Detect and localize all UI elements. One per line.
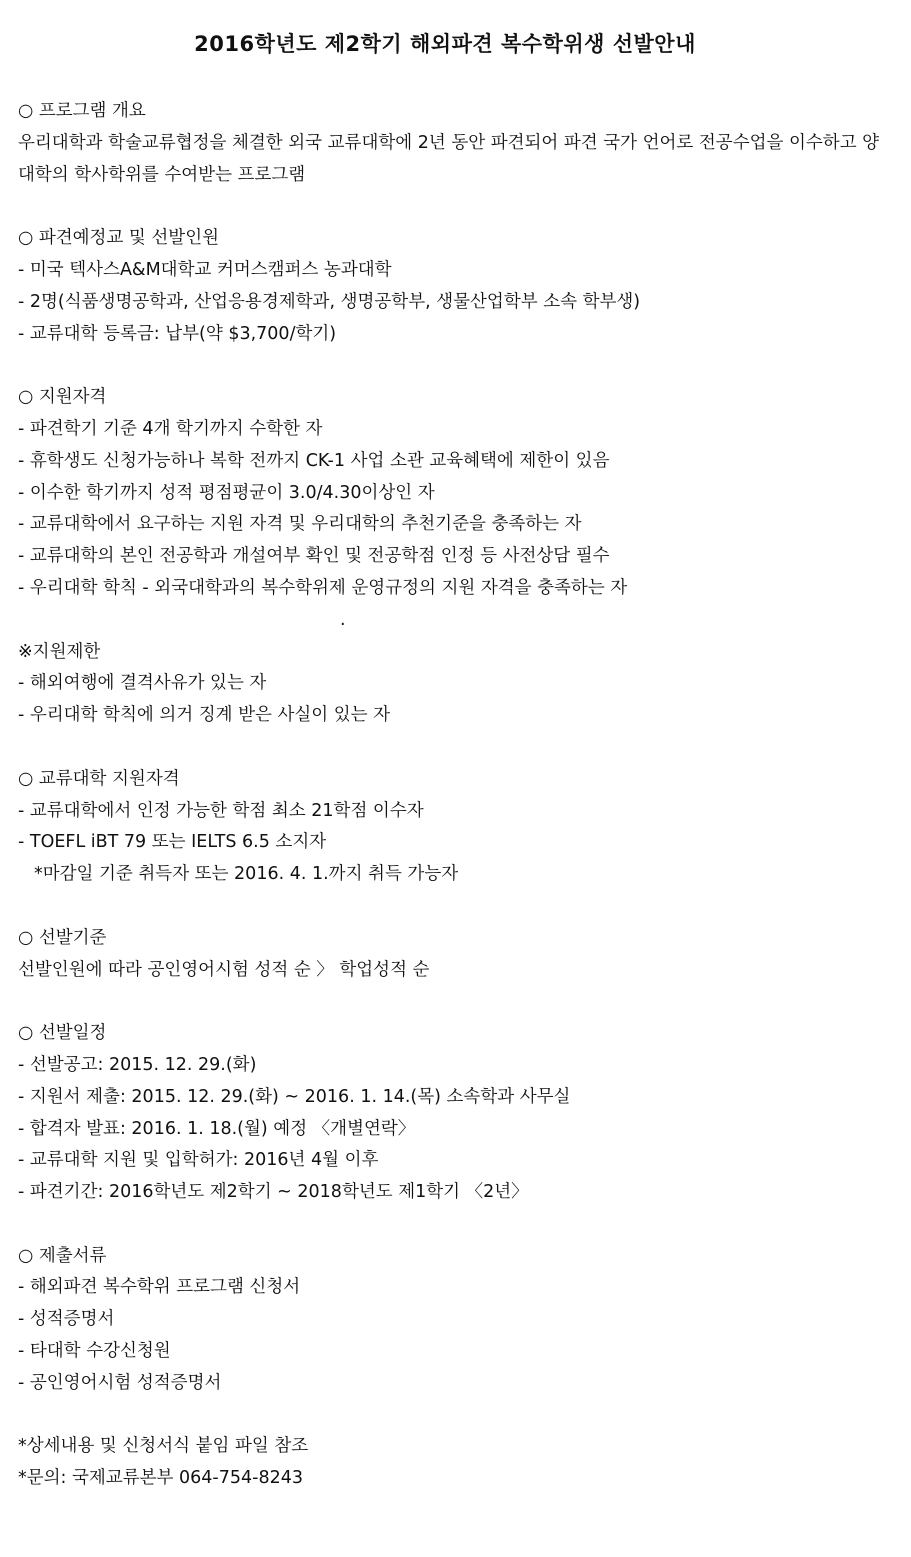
list-item: - 교류대학 등록금: 납부(약 $3,700/학기): [18, 323, 337, 344]
list-item: - 파견기간: 2016학년도 제2학기 ~ 2018학년도 제1학기 〈2년〉: [18, 1182, 529, 1203]
list-item: - 교류대학에서 인정 가능한 학점 최소 21학점 이수자: [18, 800, 424, 821]
page-title: 2016학년도 제2학기 해외파견 복수학위생 선발안내: [194, 32, 696, 56]
list-item: - 휴학생도 신청가능하나 복학 전까지 CK-1 사업 소관 교육혜택에 제한이 있음: [18, 450, 610, 471]
restriction-heading: ※지원제한: [18, 641, 101, 662]
list-item: - 교류대학 지원 및 입학허가: 2016년 4월 이후: [18, 1150, 379, 1171]
partner-note: *마감일 기준 취득자 또는 2016. 4. 1.까지 취득 가능자: [34, 864, 459, 885]
list-item: - 우리대학 학칙에 의거 징계 받은 사실이 있는 자: [18, 705, 391, 726]
list-item: - 합격자 발표: 2016. 1. 18.(월) 예정 〈개별연락〉: [18, 1118, 416, 1139]
documents-heading: ○ 제출서류: [18, 1245, 107, 1266]
list-item: - 교류대학에서 요구하는 지원 자격 및 우리대학의 추천기준을 충족하는 자: [18, 514, 582, 535]
stray-mark: .: [340, 609, 346, 630]
list-item: - 공인영어시험 성적증명서: [18, 1372, 222, 1393]
school-heading: ○ 파견예정교 및 선발인원: [18, 228, 220, 249]
list-item: - 해외파견 복수학위 프로그램 신청서: [18, 1277, 301, 1298]
list-item: - 이수한 학기까지 성적 평점평균이 3.0/4.30이상인 자: [18, 482, 435, 503]
list-item: - 우리대학 학칙 - 외국대학과의 복수학위제 운영규정의 지원 자격을 충족하는 자: [18, 577, 628, 598]
footer-note-attachment: *상세내용 및 신청서식 붙임 파일 참조: [18, 1436, 309, 1457]
overview-text: 우리대학과 학술교류협정을 체결한 외국 교류대학에 2년 동안 파견되어 파견 국가 언어로 전공수업을 이수하고 양 대학의 학사학위를 수여받는 프로그램: [18, 132, 880, 185]
footer-note-contact: *문의: 국제교류본부 064-754-8243: [18, 1468, 303, 1489]
schedule-heading: ○ 선발일정: [18, 1023, 107, 1044]
list-item: - 교류대학의 본인 전공학과 개설여부 확인 및 전공학점 인정 등 사전상담 필수: [18, 546, 610, 567]
list-item: - 해외여행에 결격사유가 있는 자: [18, 673, 267, 694]
document-body: [18, 96, 888, 1495]
partner-heading: ○ 교류대학 지원자격: [18, 768, 180, 789]
list-item: - 2명(식품생명공학과, 산업응용경제학과, 생명공학부, 생물산업학부 소속 학부생): [18, 291, 641, 312]
list-item: - TOEFL iBT 79 또는 IELTS 6.5 소지자: [18, 832, 327, 853]
list-item: - 파견학기 기준 4개 학기까지 수학한 자: [18, 418, 323, 439]
list-item: - 미국 텍사스A&M대학교 커머스캠퍼스 농과대학: [18, 259, 392, 280]
list-item: - 성적증명서: [18, 1309, 115, 1330]
overview-heading: ○ 프로그램 개요: [18, 101, 146, 121]
list-item: - 타대학 수강신청원: [18, 1341, 171, 1362]
criteria-text: 선발인원에 따라 공인영어시험 성적 순 〉 학업성적 순: [18, 959, 430, 980]
criteria-heading: ○ 선발기준: [18, 927, 107, 948]
list-item: - 지원서 제출: 2015. 12. 29.(화) ~ 2016. 1. 14.(목) 소속학과 사무실: [18, 1086, 571, 1107]
eligibility-heading: ○ 지원자격: [18, 387, 107, 408]
list-item: - 선발공고: 2015. 12. 29.(화): [18, 1054, 257, 1075]
